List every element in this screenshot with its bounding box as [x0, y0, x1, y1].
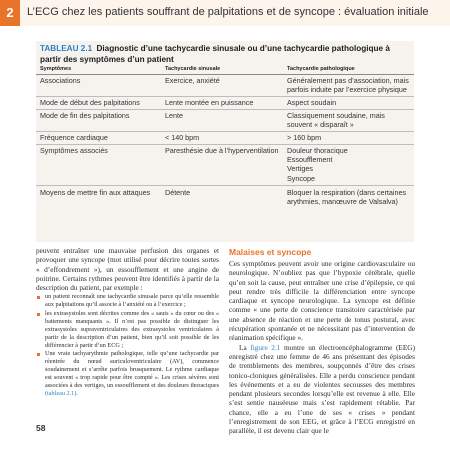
table-row-rule — [36, 131, 414, 132]
list-item — [36, 310, 219, 350]
table-cell: Détente — [165, 188, 191, 197]
list-item-text: un patient reconnaît une tachycardie sinusale parce qu’elle ressemble aux palpitations qu’il associe à l’anxiété ou à l’exercice ; — [45, 293, 219, 309]
table-header-rule — [36, 74, 414, 75]
bullet-icon — [37, 353, 40, 356]
table-row-rule — [36, 96, 414, 97]
table-cell: Généralement pas d’association, mais parfois induite par l’exercice physique — [287, 76, 409, 95]
table-row-rule — [36, 185, 414, 186]
table-header-symptoms: Symptômes — [40, 66, 72, 72]
right-column — [229, 259, 415, 436]
table-row-rule — [36, 144, 414, 145]
table-cell: Associations — [40, 76, 81, 85]
table-cell: Fréquence cardiaque — [40, 133, 108, 142]
running-header — [0, 0, 450, 26]
table-cell: > 160 bpm — [287, 133, 322, 142]
bullet-list — [36, 293, 219, 398]
table-cell: Mode de début des palpitations — [40, 98, 140, 107]
table-cell: Douleur thoracique Essoufflement Vertiges Syncope — [287, 146, 348, 183]
table-header-sinus: Tachycardie sinusale — [165, 66, 221, 72]
right-paragraph-1: Ces symptômes peuvent avoir une origine cardiovasculaire ou neurologique. N’oubliez pas que l’hypoxie cérébrale, quelle qu’en soit la cause, peut entraîner une crise d’épilepsie, ce qui peut rendre très difficile la différenciation entre syncope cardiaque et syncope neurologique. La syncope est définie comme « une perte de conscience transitoire caractérisée par une absence de réaction et une perte de tonus postural, avec récupération spontanée et ne nécessitant pas d’intervention de réanimation spécifique ». — [229, 259, 415, 343]
section-heading: Malaises et syncope — [229, 247, 312, 257]
table-cell: Symptômes associés — [40, 146, 108, 155]
chapter-number: 2 — [0, 0, 20, 26]
bullet-icon — [37, 296, 40, 299]
left-paragraph: peuvent entraîner une mauvaise perfusion des organes et provoquer une syncope (mot utilisé pour décrire toutes sortes « d’effondrement »), un essoufflement et une angine de poitrine. Certains rythmes peuvent être identifiés à partir de la description du patient, par exemple : — [36, 246, 219, 293]
list-item — [36, 293, 219, 309]
p2-start: La — [239, 342, 247, 352]
table-title: Diagnostic d’une tachycardie sinusale ou d’une tachycardie pathologique à partir des symptômes d’un patient — [40, 44, 390, 64]
table-cell: Classiquement soudaine, mais souvent « disparaît » — [287, 111, 385, 130]
list-item — [36, 350, 219, 398]
list-item-text: Une vraie tachyarythmie pathologique, telle qu’une tachycardie par réentrée du nœud auriculoventriculaire (AV), commence soudainement et s’arrête parfois brusquement. Le rythme cardiaque est souvent « trop rapide pour être compté ». Les crises sévères sont associées à des vertiges, un essoufflement et des douleurs thoraciques — [45, 350, 219, 390]
page-number: 58 — [36, 423, 46, 433]
bullet-icon — [37, 313, 40, 316]
table-cell: Moyens de mettre fin aux attaques — [40, 188, 151, 197]
table-cell: < 140 bpm — [165, 133, 200, 142]
table-cell: Mode de fin des palpitations — [40, 111, 130, 120]
table-cell: Bloquer la respiration (dans certaines arythmies, manœuvre de Valsalva) — [287, 188, 407, 207]
table-header-pathological: Tachycardie pathologique — [287, 66, 355, 72]
running-title: L’ECG chez les patients souffrant de palpitations et de syncope : évaluation initiale — [27, 6, 429, 18]
table-cell: Paresthésie due à l’hyperventilation — [165, 146, 279, 155]
table-number: TABLEAU 2.1 — [40, 44, 93, 53]
table-row-rule — [36, 109, 414, 110]
right-paragraph-2 — [229, 343, 415, 436]
table-cell: Exercice, anxiété — [165, 76, 220, 85]
table-cell: Lente montée en puissance — [165, 98, 254, 107]
p2-rest: montre un électroencéphalogramme (EEG) enregistré chez une femme de 46 ans présentant des épisodes de tremblements des membres, soupçonnés d’être des crises tonico-cloniques généralisées. Elle a perdu conscience pendant les événements et a eu de violentes secousses des membres pendant plusieurs secondes lorsqu’elle est revenue à elle. Elle s’est sentie nauséeuse mais s’est rapidement rétablie. Par chance, elle a eu l’une de ses « crises » pendant l’enregistrement de son EEG, et grâce à l’ECG enregistré en parallèle, il est devenu clair que le — [229, 342, 416, 436]
list-item-end: . — [76, 390, 78, 398]
table-caption — [40, 43, 412, 65]
figure-reference-link[interactable]: figure 2.1 — [250, 342, 281, 352]
table-cell: Lente — [165, 111, 183, 120]
list-item-text: les extrasystoles sont décrites comme des « sauts » du cœur ou des « battements manquants ». Il n’est pas possible de distinguer les extrasystoles supraventriculaires des extrasystoles ventriculaires à partir de la description d’un patient, bien qu’il soit possible de les différencier à partir d’un ECG ; — [45, 309, 219, 349]
left-column — [36, 246, 219, 399]
table-reference-link[interactable]: (tableau 2.1) — [45, 390, 77, 398]
table-cell: Aspect soudain — [287, 98, 337, 107]
